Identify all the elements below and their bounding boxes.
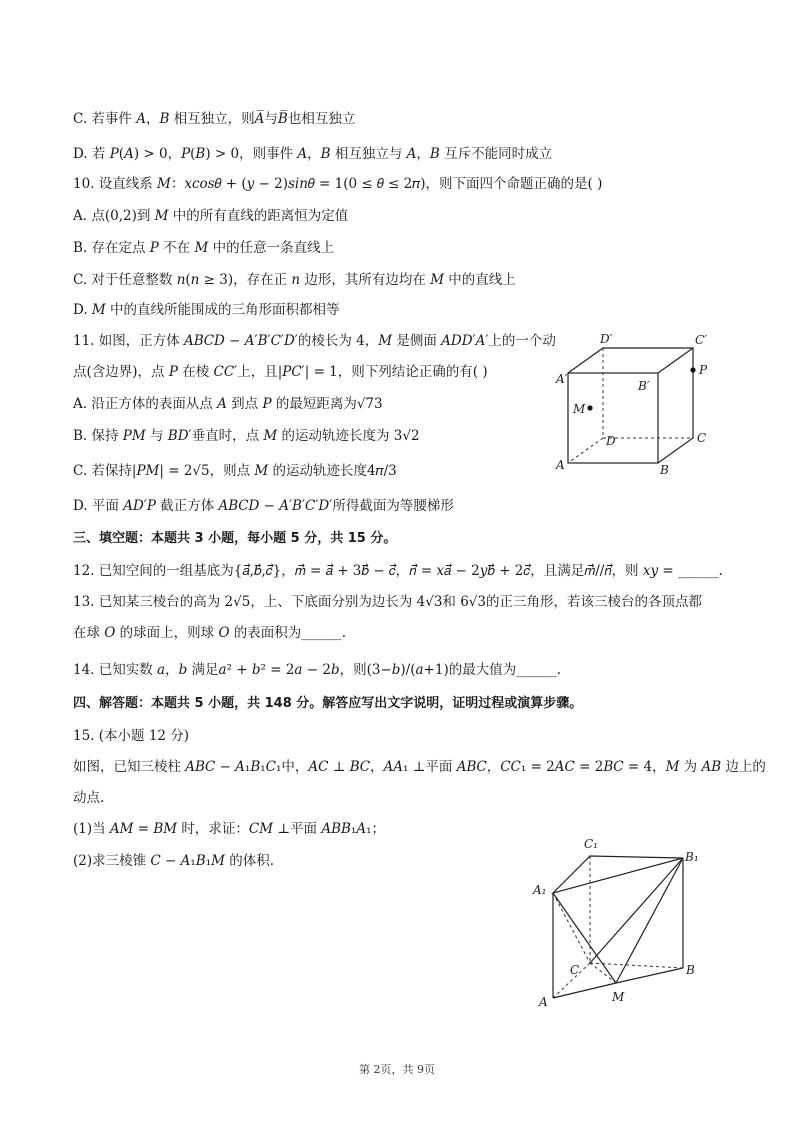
q11-option-b: B. 保持 𝑃𝑀 与 𝐵𝐷′垂直时，点 𝑀 的运动轨迹长度为 3√2 [73, 428, 420, 444]
page-footer: 第 2页，共 9页 [359, 1063, 435, 1076]
label-p: P [699, 363, 708, 377]
label-b-prime: B′ [638, 379, 650, 393]
q10-option-b: B. 存在定点 𝑃 不在 𝑀 中的任意一条直线上 [73, 240, 335, 256]
q11-option-a: A. 沿正方体的表面从点 𝐴 到点 𝑃 的最短距离为√73 [73, 396, 383, 412]
q10-option-a: A. 点(0,2)到 𝑀 中的所有直线的距离恒为定值 [73, 208, 349, 224]
label-d-prime: D′ [600, 332, 613, 346]
question-11-cont: 点(含边界)，点 𝑃 在棱 𝐶𝐶′上，且|𝑃𝐶′| = 1，则下列结论正确的有( ) [73, 364, 488, 380]
label-b: B [660, 463, 669, 477]
label-d: D [606, 434, 616, 448]
question-line-c: C. 若事件 𝐴，𝐵 相互独立，则𝐴̅与𝐵̅也相互独立 [73, 111, 356, 127]
q15-part-1: (1)当 𝐴𝑀 = 𝐵𝑀 时，求证：𝐶𝑀 ⊥平面 𝐴𝐵𝐵₁𝐴₁； [73, 821, 386, 837]
label-c-prism: C [570, 963, 580, 977]
cube-figure [548, 328, 718, 478]
label-a-prism: A [539, 995, 548, 1009]
label-a1: A₁ [533, 883, 547, 897]
q15-part-2: (2)求三棱锥 𝐶 − 𝐴₁𝐵₁𝑀 的体积. [73, 853, 275, 869]
question-13-cont: 在球 𝑂 的球面上，则球 𝑂 的表面积为______. [73, 625, 347, 641]
label-a-prime: A′ [556, 372, 568, 386]
prism-figure [528, 828, 708, 1018]
q10-option-c: C. 对于任意整数 𝑛(𝑛 ≥ 3)，存在正 𝑛 边形，其所有边均在 𝑀 中的直线上 [73, 272, 516, 288]
label-c: C [697, 431, 707, 445]
label-m-prism: M [612, 990, 625, 1004]
q11-option-d: D. 平面 𝐴𝐷′𝑃 截正方体 𝐴𝐵𝐶𝐷 − 𝐴′𝐵′𝐶′𝐷′所得截面为等腰梯形 [73, 498, 454, 514]
label-c-prime: C′ [695, 333, 707, 347]
q11-option-c: C. 若保持|𝑃𝑀| = 2√5，则点 𝑀 的运动轨迹长度4𝜋/3 [73, 463, 397, 479]
question-10: 10. 设直线系 𝑀：𝑥𝑐𝑜𝑠𝜃 + (𝑦 − 2)𝑠𝑖𝑛𝜃 = 1(0 ≤ 𝜃 ≤ 2𝜋)，则下面四个命题正确的是( ) [73, 176, 603, 192]
q10-option-d: D. 𝑀 中的直线所能围成的三角形面积都相等 [73, 302, 340, 318]
label-b1: B₁ [685, 850, 699, 864]
question-15: 如图，已知三棱柱 𝐴𝐵𝐶 − 𝐴₁𝐵₁𝐶₁中，𝐴𝐶 ⊥ 𝐵𝐶，𝐴𝐴₁ ⊥平面 𝐴𝐵𝐶，𝐶𝐶₁ = 2𝐴𝐶 = 2𝐵𝐶 = 4，𝑀 为 𝐴𝐵 边上的 [73, 759, 766, 775]
label-b-prism: B [686, 963, 695, 977]
label-c1: C₁ [584, 837, 598, 851]
question-15-header: 15. (本小题 12 分) [73, 728, 190, 744]
section-fill-in: 三、填空题：本题共 3 小题，每小题 5 分，共 15 分。 [73, 531, 397, 546]
section-solutions: 四、解答题：本题共 5 小题，共 148 分。解答应写出文字说明，证明过程或演算步骤。 [73, 696, 583, 711]
question-line-d: D. 若 𝑃(𝐴) > 0，𝑃(𝐵) > 0，则事件 𝐴，𝐵 相互独立与 𝐴，𝐵 互斥不能同时成立 [73, 146, 553, 162]
question-12: 12. 已知空间的一组基底为{𝑎⃗,𝑏⃗,𝑐⃗}，𝑚⃗ = 𝑎⃗ + 3𝑏⃗ − 𝑐⃗，𝑛⃗ = 𝑥𝑎⃗ − 2𝑦𝑏⃗ + 2𝑐⃗，且满足𝑚⃗//𝑛⃗，则 𝑥𝑦 = ______. [73, 563, 723, 579]
label-m: M [573, 402, 586, 416]
question-13: 13. 已知某三棱台的高为 2√5，上、下底面分别为边长为 4√3和 6√3的正三角形，若该三棱台的各顶点都 [73, 594, 702, 610]
label-a: A [556, 458, 565, 472]
question-14: 14. 已知实数 𝑎，𝑏 满足𝑎² + 𝑏² = 2𝑎 − 2𝑏，则(3−𝑏)/(𝑎+1)的最大值为______. [73, 662, 561, 678]
question-15-cont: 动点. [73, 790, 105, 806]
question-11: 11. 如图，正方体 𝐴𝐵𝐶𝐷 − 𝐴′𝐵′𝐶′𝐷′的棱长为 4，𝑀 是侧面 𝐴𝐷𝐷′𝐴′上的一个动 [73, 333, 556, 349]
